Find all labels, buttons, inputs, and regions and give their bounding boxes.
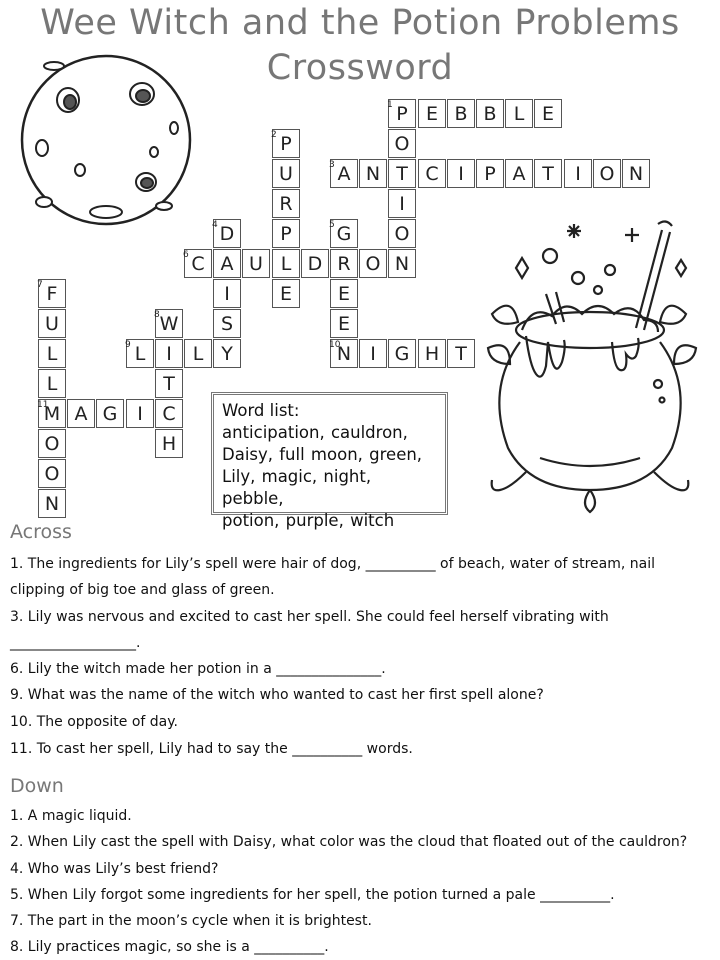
grid-cell: [38, 489, 66, 518]
grid-letter: A: [220, 253, 234, 275]
grid-cell: [359, 249, 387, 278]
grid-cell: [38, 429, 66, 458]
grid-cell: [359, 339, 387, 368]
grid-letter: I: [458, 163, 464, 185]
clue-number: 6: [183, 250, 189, 260]
grid-letter: L: [513, 103, 525, 125]
grid-cell: [184, 339, 212, 368]
grid-letter: U: [279, 163, 293, 185]
grid-letter: L: [46, 343, 58, 365]
grid-cell: [447, 99, 475, 128]
grid-letter: H: [161, 433, 177, 455]
word-list-heading: Word list:: [222, 401, 300, 420]
grid-letter: I: [399, 193, 405, 215]
grid-letter: L: [280, 253, 292, 275]
across-clue-1: 1. The ingredients for Lily’s spell were hair of dog, __________ of beach, water of stream, nail clipping of big toe and glass of green.: [10, 556, 656, 598]
grid-cell: [564, 159, 592, 188]
grid-letter: H: [424, 343, 440, 365]
grid-cell: [272, 249, 300, 278]
word-list-line: Daisy, full moon, green,: [222, 445, 423, 464]
clue-number: 2: [271, 130, 277, 140]
grid-letter: C: [425, 163, 439, 185]
grid-letter: C: [191, 253, 205, 275]
grid-letter: I: [370, 343, 376, 365]
grid-cell: [593, 159, 621, 188]
grid-letter: G: [394, 343, 410, 365]
across-clue-9: 9. What was the name of the witch who wanted to cast her first spell alone?: [10, 687, 544, 703]
grid-letter: E: [541, 103, 554, 125]
down-clue-4: 4. Who was Lily’s best friend?: [10, 861, 219, 877]
grid-cell: [418, 99, 446, 128]
down-heading: Down: [10, 775, 64, 797]
word-list-box: [211, 392, 448, 530]
grid-cell: [534, 99, 562, 128]
grid-cell: [418, 159, 446, 188]
grid-cell: [272, 279, 300, 308]
grid-cell: [96, 399, 124, 428]
grid-letter: N: [394, 253, 410, 275]
grid-letter: D: [307, 253, 323, 275]
clue-number: 5: [329, 220, 335, 230]
grid-letter: Y: [221, 343, 233, 365]
grid-cell: [155, 429, 183, 458]
grid-letter: E: [337, 313, 350, 335]
grid-letter: P: [396, 103, 408, 125]
grid-letter: U: [249, 253, 263, 275]
grid-cell: [388, 219, 416, 248]
grid-letter: G: [336, 223, 352, 245]
across-heading: Across: [10, 521, 72, 543]
grid-letter: I: [166, 343, 172, 365]
grid-letter: A: [512, 163, 526, 185]
grid-letter: P: [280, 133, 292, 155]
grid-letter: T: [396, 163, 408, 185]
down-clue-8: 8. Lily practices magic, so she is a __________.: [10, 939, 329, 955]
grid-cell: [418, 339, 446, 368]
clue-number: 8: [154, 310, 160, 320]
grid-letter: W: [159, 313, 179, 335]
grid-letter: I: [575, 163, 581, 185]
grid-cell: [272, 159, 300, 188]
grid-letter: N: [44, 493, 60, 515]
grid-cell: [155, 339, 183, 368]
across-clue-6: 6. Lily the witch made her potion in a _______________.: [10, 661, 386, 677]
clue-number: 10: [329, 340, 341, 350]
grid-letter: C: [162, 403, 176, 425]
grid-cell: [213, 309, 241, 338]
grid-cell: [126, 399, 154, 428]
grid-letter: B: [454, 103, 468, 125]
grid-letter: T: [163, 373, 175, 395]
grid-letter: M: [43, 403, 61, 425]
down-clue-2: 2. When Lily cast the spell with Daisy, what color was the cloud that floated out of the cauldron?: [10, 834, 688, 850]
grid-letter: F: [46, 283, 58, 305]
grid-letter: O: [394, 133, 410, 155]
page-subtitle: Crossword: [266, 48, 454, 88]
grid-cell: [301, 249, 329, 278]
grid-cell: [505, 159, 533, 188]
grid-cell: [242, 249, 270, 278]
grid-letter: O: [44, 433, 60, 455]
grid-letter: I: [224, 283, 230, 305]
grid-cell: [67, 399, 95, 428]
grid-cell: [476, 159, 504, 188]
grid-letter: E: [279, 283, 292, 305]
grid-letter: O: [44, 463, 60, 485]
grid-letter: P: [280, 223, 292, 245]
grid-letter: R: [337, 253, 351, 275]
grid-cell: [359, 159, 387, 188]
grid-letter: E: [425, 103, 438, 125]
grid-cell: [388, 129, 416, 158]
word-list-line: Lily, magic, night, pebble,: [222, 467, 372, 508]
grid-letter: E: [337, 283, 350, 305]
across-clue-10: 10. The opposite of day.: [10, 714, 178, 730]
grid-cell: [330, 249, 358, 278]
grid-letter: O: [394, 223, 410, 245]
across-clue-11: 11. To cast her spell, Lily had to say the __________ words.: [10, 741, 413, 757]
grid-cell: [447, 339, 475, 368]
grid-letter: N: [628, 163, 644, 185]
clue-number: 7: [37, 280, 43, 290]
grid-letter: O: [599, 163, 615, 185]
grid-letter: T: [455, 343, 467, 365]
grid-cell: [388, 339, 416, 368]
grid-letter: R: [279, 193, 293, 215]
grid-letter: A: [337, 163, 351, 185]
grid-letter: G: [102, 403, 118, 425]
grid-letter: A: [74, 403, 88, 425]
grid-cell: [388, 189, 416, 218]
grid-cell: [476, 99, 504, 128]
word-list-line: potion, purple, witch: [222, 511, 395, 530]
grid-cell: [272, 189, 300, 218]
down-clue-1: 1. A magic liquid.: [10, 808, 132, 824]
grid-cell: [38, 339, 66, 368]
grid-letter: N: [336, 343, 352, 365]
grid-letter: T: [542, 163, 554, 185]
grid-letter: U: [45, 313, 59, 335]
grid-letter: S: [220, 313, 234, 335]
down-clue-7: 7. The part in the moon’s cycle when it is brightest.: [10, 913, 372, 929]
grid-cell: [330, 309, 358, 338]
word-list-line: anticipation, cauldron,: [222, 423, 408, 442]
grid-letter: L: [192, 343, 204, 365]
grid-cell: [213, 249, 241, 278]
page-title: Wee Witch and the Potion Problems: [40, 3, 680, 43]
grid-cell: [534, 159, 562, 188]
clue-number: 9: [125, 340, 131, 350]
grid-letter: L: [46, 373, 58, 395]
grid-letter: P: [484, 163, 496, 185]
grid-cell: [155, 399, 183, 428]
grid-letter: I: [137, 403, 143, 425]
grid-letter: O: [365, 253, 381, 275]
grid-cell: [213, 339, 241, 368]
grid-cell: [155, 369, 183, 398]
grid-letter: D: [219, 223, 235, 245]
grid-letter: B: [483, 103, 497, 125]
grid-cell: [213, 279, 241, 308]
clue-number: 3: [329, 160, 335, 170]
grid-cell: [505, 99, 533, 128]
across-clue-3: 3. Lily was nervous and excited to cast her spell. She could feel herself vibrating with __________________.: [10, 609, 609, 651]
grid-cell: [447, 159, 475, 188]
grid-cell: [388, 159, 416, 188]
clue-number: 1: [387, 100, 393, 110]
grid-letter: L: [134, 343, 146, 365]
grid-cell: [388, 249, 416, 278]
down-clue-5: 5. When Lily forgot some ingredients for her spell, the potion turned a pale __________.: [10, 887, 615, 903]
clue-number: 11: [37, 400, 49, 410]
grid-cell: [38, 369, 66, 398]
grid-cell: [38, 309, 66, 338]
grid-cell: [38, 459, 66, 488]
grid-cell: [272, 219, 300, 248]
grid-cell: [622, 159, 650, 188]
clue-number: 4: [212, 220, 218, 230]
grid-letter: N: [365, 163, 381, 185]
grid-cell: [330, 279, 358, 308]
